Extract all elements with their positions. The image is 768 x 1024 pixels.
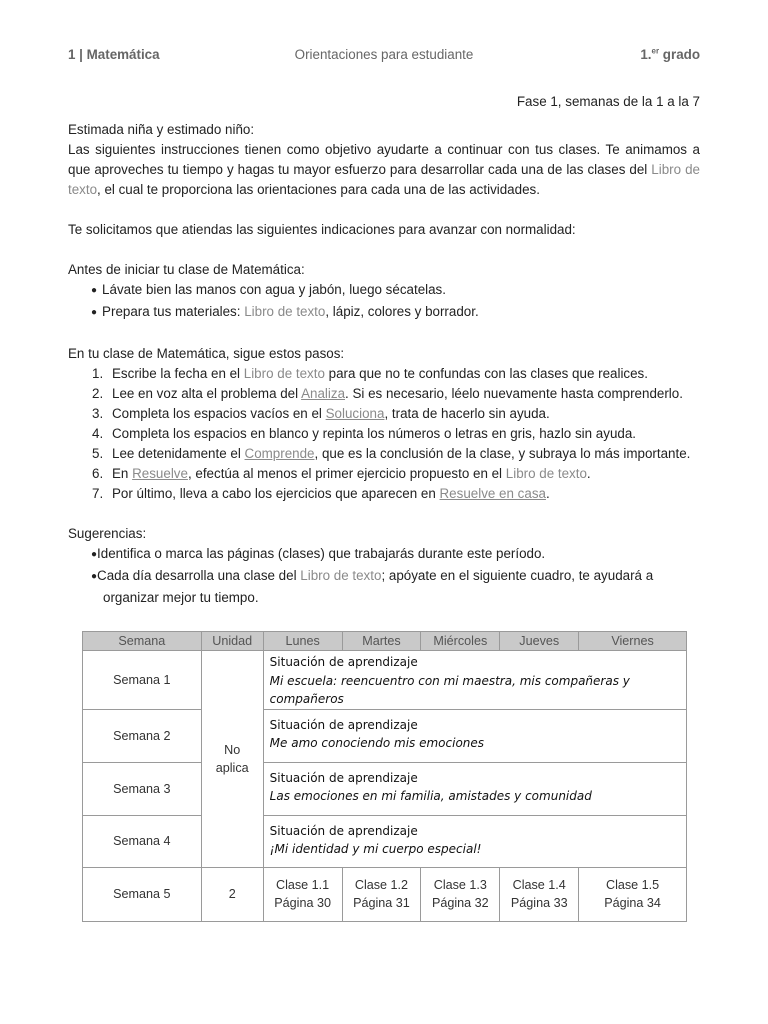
resuelve-en-casa-link[interactable]: Resuelve en casa xyxy=(439,486,546,501)
before-item-1: Lávate bien las manos con agua y jabón, luego sécatelas. xyxy=(102,282,446,297)
step-7 xyxy=(92,484,700,504)
page-label: Página 30 xyxy=(274,896,331,910)
step-text xyxy=(112,364,700,384)
step-text xyxy=(112,424,700,444)
before-book-link: Libro de texto xyxy=(244,304,326,319)
page-label: Página 31 xyxy=(353,896,410,910)
step-2 xyxy=(92,384,700,404)
step-number: 7. xyxy=(92,486,104,501)
document-body xyxy=(68,120,700,608)
step-text xyxy=(112,464,700,484)
class-label: Clase 1.4 xyxy=(512,878,566,892)
learning-situation-cell xyxy=(263,709,686,762)
week-cell: Semana 2 xyxy=(83,709,202,762)
situation-title: Situación de aprendizaje xyxy=(269,655,418,669)
table-row xyxy=(83,815,687,867)
table-row xyxy=(83,762,687,815)
week-cell: Semana 1 xyxy=(83,651,202,710)
col-header-unit: Unidad xyxy=(201,632,263,651)
suggestion-2a: Cada día desarrolla una clase del xyxy=(97,568,301,583)
before-item-2a: Prepara tus materiales: xyxy=(102,304,245,319)
step-3-b: , trata de hacerlo sin ayuda. xyxy=(384,406,550,421)
col-header-friday: Viernes xyxy=(579,632,687,651)
suggestion-book-link: Libro de texto xyxy=(300,568,382,583)
class-cell xyxy=(500,867,579,921)
class-cell xyxy=(579,867,687,921)
step-number: 1. xyxy=(92,366,104,381)
steps-list xyxy=(68,364,700,504)
step-4 xyxy=(92,424,700,444)
step-number: 4. xyxy=(92,426,104,441)
analiza-link[interactable]: Analiza xyxy=(301,386,346,401)
step-1 xyxy=(92,364,700,384)
grade-word: grado xyxy=(662,47,700,62)
class-label: Clase 1.2 xyxy=(354,878,409,892)
step-6 xyxy=(92,464,700,484)
step-2-b: . Si es necesario, léelo nuevamente hasta comprenderlo. xyxy=(345,386,683,401)
suggestion-2b: ; apóyate en el siguiente cuadro, te ayudará a organizar mejor tu tiempo. xyxy=(103,568,654,605)
page-label: Página 33 xyxy=(510,896,568,910)
situation-text: ¡Mi identidad y mi cuerpo especial! xyxy=(269,842,482,856)
page-header xyxy=(68,45,700,65)
step-4-a: Completa los espacios en blanco y repinta los números o letras en gris, hazlo sin ayuda. xyxy=(112,426,637,441)
step-3-a: Completa los espacios vacíos en el xyxy=(112,406,326,421)
step-text xyxy=(112,484,700,504)
step-1-link: Libro de texto xyxy=(243,366,325,381)
before-item-2b: , lápiz, colores y borrador. xyxy=(325,304,479,319)
step-6-b: , efectúa al menos el primer ejercicio propuesto en el xyxy=(187,466,506,481)
unit-na-line-2: aplica xyxy=(215,760,249,775)
unit-cell-na xyxy=(201,651,263,868)
step-5-b: , que es la conclusión de la clase, y subraya lo más importante. xyxy=(314,446,691,461)
step-6-a: En xyxy=(112,466,133,481)
class-cell xyxy=(263,867,342,921)
step-1-a: Escribe la fecha en el xyxy=(112,366,244,381)
table-row xyxy=(83,651,687,710)
header-grade xyxy=(640,45,700,65)
class-label: Clase 1.3 xyxy=(433,878,487,892)
step-6-book-link: Libro de texto xyxy=(505,466,587,481)
situation-text: Las emociones en mi familia, amistades y comunidad xyxy=(269,789,592,803)
step-number: 2. xyxy=(92,386,104,401)
schedule-table xyxy=(82,631,687,922)
learning-situation-cell xyxy=(263,815,686,867)
request-paragraph: Te solicitamos que atiendas las siguientes indicaciones para avanzar con normalidad: xyxy=(68,222,576,237)
page-label: Página 34 xyxy=(604,896,661,910)
suggestions-title: Sugerencias: xyxy=(68,526,147,541)
col-header-thursday: Jueves xyxy=(500,632,579,651)
week-cell: Semana 4 xyxy=(83,815,202,867)
step-3 xyxy=(92,404,700,424)
comprende-link[interactable]: Comprende xyxy=(244,446,315,461)
class-cell xyxy=(421,867,500,921)
steps-title: En tu clase de Matemática, sigue estos pasos: xyxy=(68,346,345,361)
header-title: Orientaciones para estudiante xyxy=(294,47,474,62)
page-label: Página 32 xyxy=(431,896,489,910)
learning-situation-cell xyxy=(263,762,686,815)
grade-number: 1. xyxy=(640,47,652,62)
situation-text: Me amo conociendo mis emociones xyxy=(269,736,485,750)
table-row xyxy=(83,867,687,921)
suggestion-1: Identifica o marca las páginas (clases) que trabajarás durante este período. xyxy=(97,546,546,561)
learning-situation-cell xyxy=(263,651,686,710)
table-header-row xyxy=(83,632,687,651)
phase-label: Fase 1, semanas de la 1 a la 7 xyxy=(516,94,700,109)
list-item xyxy=(91,544,700,566)
resuelve-link[interactable]: Resuelve xyxy=(132,466,188,481)
step-7-a: Por último, lleva a cabo los ejercicios que aparecen en xyxy=(112,486,440,501)
list-item xyxy=(91,280,700,302)
class-cell xyxy=(342,867,421,921)
situation-title: Situación de aprendizaje xyxy=(269,770,418,785)
step-2-a: Lee en voz alta el problema del xyxy=(112,386,302,401)
step-text xyxy=(112,444,700,464)
col-header-wednesday: Miércoles xyxy=(421,632,500,651)
intro-text-1: Las siguientes instrucciones tienen como objetivo ayudarte a continuar con tus clases. Te animamos a que aproveches tu tiempo y hagas tu mayor esfuerzo para desarrollar cada una de las clases del xyxy=(68,142,700,177)
intro-paragraph xyxy=(68,140,700,200)
situation-title: Situación de aprendizaje xyxy=(269,717,418,732)
step-number: 6. xyxy=(92,466,104,481)
step-text xyxy=(112,404,700,424)
step-7-b: . xyxy=(545,486,550,501)
situation-text: Mi escuela: reencuentro con mi maestra, mis compañeras y compañeros xyxy=(269,673,630,706)
situation-title: Situación de aprendizaje xyxy=(269,823,418,838)
step-5-a: Lee detenidamente el xyxy=(112,446,245,461)
class-label: Clase 1.5 xyxy=(605,878,660,892)
step-1-b: para que no te confundas con las clases que realices. xyxy=(324,366,648,381)
class-label: Clase 1.1 xyxy=(275,878,330,892)
table-row xyxy=(83,709,687,762)
col-header-monday: Lunes xyxy=(263,632,342,651)
unit-na-line-1: No xyxy=(224,742,241,757)
before-title: Antes de iniciar tu clase de Matemática: xyxy=(68,262,305,277)
week-cell: Semana 3 xyxy=(83,762,202,815)
step-number: 3. xyxy=(92,406,104,421)
week-cell: Semana 5 xyxy=(83,867,202,921)
col-header-week: Semana xyxy=(83,632,202,651)
step-number: 5. xyxy=(92,446,104,461)
before-list xyxy=(68,280,700,324)
step-5 xyxy=(92,444,700,464)
list-item xyxy=(91,566,700,608)
intro-book-link: Libro de texto xyxy=(68,162,700,197)
unit-cell: 2 xyxy=(201,867,263,921)
intro-text-2: , el cual te proporciona las orientaciones para cada una de las actividades. xyxy=(97,182,540,197)
greeting: Estimada niña y estimado niño: xyxy=(68,122,255,137)
step-text xyxy=(112,384,700,404)
header-subject: 1 | Matemática xyxy=(68,47,160,62)
list-item xyxy=(91,302,700,324)
col-header-tuesday: Martes xyxy=(342,632,421,651)
soluciona-link[interactable]: Soluciona xyxy=(325,406,385,421)
step-6-c: . xyxy=(586,466,591,481)
grade-superscript: er xyxy=(651,46,660,56)
suggestions-list xyxy=(68,544,700,608)
